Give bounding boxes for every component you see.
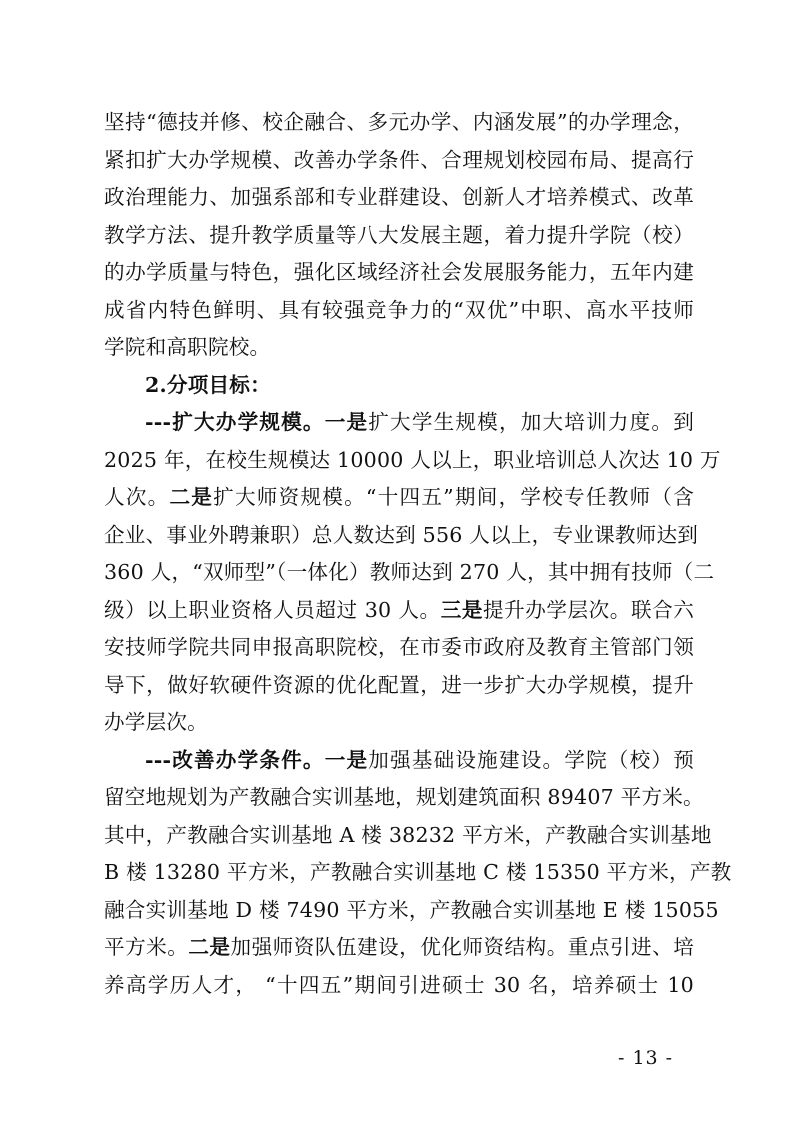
text-run: 2025 年，在校生规模达 10000 人以上，职业培训总人次达 10 万 xyxy=(104,447,721,472)
text-line xyxy=(104,892,719,930)
text-line xyxy=(104,667,694,705)
text-run: 加强师资队伍建设，优化师资结构。重点引进、培 xyxy=(230,935,694,959)
bold-text-run: 一是 xyxy=(324,410,369,434)
text-run: 教学方法、提升教学质量等八大发展主题，着力提升学院（校） xyxy=(104,222,694,247)
text-line xyxy=(104,929,694,967)
text-run: 提升办学层次。联合六 xyxy=(482,597,695,622)
text-run: 紧扣扩大办学规模、改善办学条件、合理规划校园布局、提高行 xyxy=(104,147,694,172)
text-line xyxy=(104,817,712,855)
body-text xyxy=(104,104,732,1004)
text-line xyxy=(104,779,704,817)
text-line xyxy=(104,404,694,442)
text-line xyxy=(104,104,694,142)
text-line xyxy=(104,329,694,367)
text-run: 留空地规划为产教融合实训基地，规划建筑面积 89407 平方米。 xyxy=(104,785,704,809)
text-run: 人次。 xyxy=(104,485,170,509)
text-run: 其中，产教融合实训基地 A 楼 38232 平方米，产教融合实训基地 xyxy=(104,822,712,847)
text-run: 成省内特色鲜明、具有较强竞争力的“双优”中职、高水平技师 xyxy=(104,297,694,322)
text-run: 政治理能力、加强系部和专业群建设、创新人才培养模式、改革 xyxy=(104,185,694,209)
text-run: 级）以上职业资格人员超过 30 人。 xyxy=(104,597,441,622)
text-run: 安技师学院共同申报高职院校，在市委市政府及教育主管部门领 xyxy=(104,635,694,659)
text-line xyxy=(104,254,694,292)
bold-text-run: ---扩大办学规模。 xyxy=(145,410,325,434)
text-line xyxy=(104,554,715,592)
text-line xyxy=(104,442,721,480)
text-line xyxy=(104,217,694,255)
text-run: 扩大学生规模，加大培训力度。到 xyxy=(368,410,694,434)
text-line xyxy=(104,517,699,555)
bold-text-run: 2.分项目标： xyxy=(145,372,271,397)
text-run: 养高学历人才， “十四五”期间引进硕士 30 名，培养硕士 10 xyxy=(104,972,694,997)
bold-text-run: 一是 xyxy=(324,747,369,772)
text-run: 坚持“德技并修、校企融合、多元办学、内涵发展”的办学理念， xyxy=(104,110,694,134)
text-line xyxy=(104,479,694,517)
text-run: 办学层次。 xyxy=(104,710,208,734)
text-run: 导下，做好软硬件资源的优化配置，进一步扩大办学规模，提升 xyxy=(104,672,694,697)
bold-text-run: ---改善办学条件。 xyxy=(145,747,325,772)
bold-text-run: 三是 xyxy=(440,597,483,622)
text-run: 360 人，“双师型”（一体化）教师达到 270 人，其中拥有技师（二 xyxy=(104,560,715,584)
text-run: 平方米。 xyxy=(104,935,189,959)
text-line xyxy=(104,592,694,630)
bold-text-run: 二是 xyxy=(188,935,231,959)
text-line xyxy=(104,367,694,405)
bold-text-run: 二是 xyxy=(169,485,214,509)
text-run: 企业、事业外聘兼职）总人数达到 556 人以上，专业课教师达到 xyxy=(104,522,699,547)
text-line xyxy=(104,179,694,217)
text-run: 学院和高职院校。 xyxy=(104,335,271,359)
text-line xyxy=(104,854,732,892)
text-line xyxy=(104,967,694,1005)
text-line xyxy=(104,292,694,330)
text-run: 融合实训基地 D 楼 7490 平方米，产教融合实训基地 E 楼 15055 xyxy=(104,897,719,922)
text-run: B 楼 13280 平方米，产教融合实训基地 C 楼 15350 平方米，产教 xyxy=(104,860,732,884)
text-run: 加强基础设施建设。学院（校）预 xyxy=(368,747,694,772)
text-run: 的办学质量与特色，强化区域经济社会发展服务能力，五年内建 xyxy=(104,260,694,284)
text-line xyxy=(104,704,694,742)
text-line xyxy=(104,629,694,667)
page-number: - 13 - xyxy=(618,1047,674,1069)
text-run: 扩大师资规模。“十四五”期间，学校专任教师（含 xyxy=(213,485,694,509)
text-line xyxy=(104,742,694,780)
text-line xyxy=(104,142,694,180)
